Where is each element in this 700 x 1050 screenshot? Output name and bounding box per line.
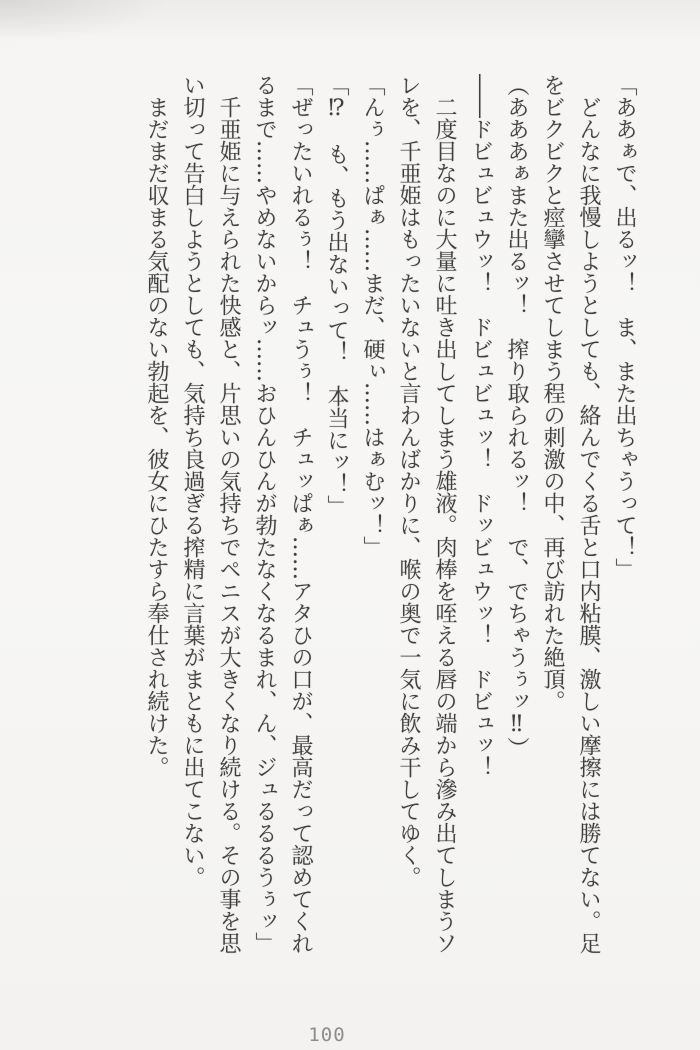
paragraph-dialogue: 「んぅ……ぱぁ……まだ、硬ぃ……はぁむッ！」 — [360, 74, 385, 558]
page-number: 100 — [308, 1024, 346, 1046]
paragraph-narration: まだまだ収まる気配のない勃起を、彼女にひたすら奉仕され続けた。 — [144, 96, 169, 778]
paragraph-dialogue: 「⁉ も、もう出ないって！ 本当にッ！」 — [324, 74, 349, 517]
paragraph-dialogue: 「ぜったいれるぅ！ チュうぅ！ チュッぱぁ……アタひの口が、最高だって認めてくれるまで……やめないからッ……おひんひんが勃たなくなるまれ、ん、ジュるるるうぅッ」 — [252, 74, 313, 954]
paragraph-narration: 千亜姫に与えられた快感と、片思いの気持ちでペニスが大きくなり続ける。その事を思い切って告白しようとしても、気持ち良過ぎる搾精に言葉がまともに出てこない。 — [180, 74, 241, 954]
paragraph-thought: （あああぁまた出るッ！ 搾り取られるッ！ で、でちゃうぅッ‼） — [504, 74, 529, 759]
paragraph-narration: 二度目なのに大量に吐き出してしまう雄液。肉棒を咥える唇の端から滲み出てしまうソレを、千亜姫はもったいないと言わんばかりに、喉の奥で一気に飲み干してゆく。 — [396, 74, 457, 954]
paragraph-dialogue: 「ああぁで、出るッ！ ま、また出ちゃうって！」 — [612, 74, 637, 580]
text-block — [138, 74, 642, 958]
paragraph-sfx: ――ドビュビュウッ！ ドビュビュッ！ ドッビュウッ！ ドビュッ！ — [468, 74, 493, 778]
paragraph-narration: どんなに我慢しようとしても、絡んでくる舌と口内粘膜、激しい摩擦には勝てない。足をビクビクと痙攣させてしまう程の刺激の中、再び訪れた絶頂。 — [540, 74, 601, 954]
